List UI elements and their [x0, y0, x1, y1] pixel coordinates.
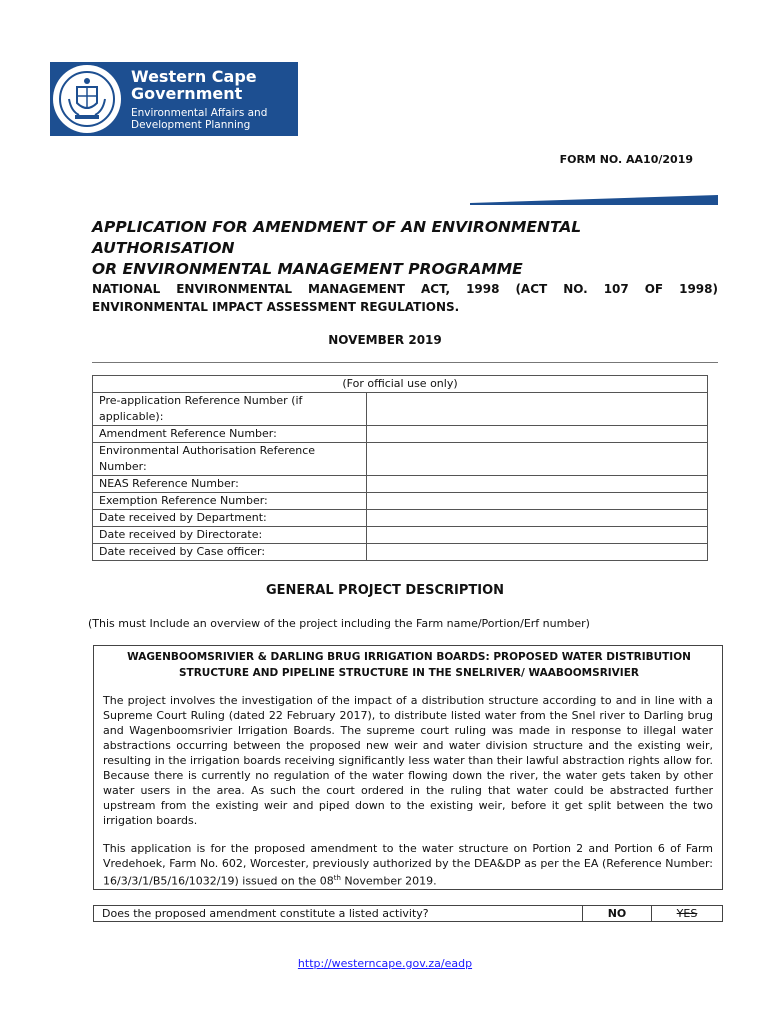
footer-link[interactable]: http://westerncape.gov.za/eadp: [297, 957, 473, 970]
act-line-2: ENVIRONMENTAL IMPACT ASSESSMENT REGULATIONS.: [92, 300, 460, 314]
row-label: NEAS Reference Number:: [93, 476, 367, 493]
project-title: WAGENBOOMSRIVIER & DARLING BRUG IRRIGATION BOARDS: PROPOSED WATER DISTRIBUTION STRUCTURE AND PIPELINE STRUCTURE IN THE SNELRIVER/ WAABOOMSRIVIER: [127, 651, 691, 679]
act-line-1: NATIONAL ENVIRONMENTAL MANAGEMENT ACT, 1998 (ACT NO. 107 OF 1998): [92, 282, 718, 296]
table-row: [93, 443, 708, 476]
row-value-field[interactable]: [367, 527, 708, 544]
official-use-header: (For official use only): [93, 376, 708, 393]
accent-bar: [470, 195, 718, 205]
row-value-field[interactable]: [367, 426, 708, 443]
table-row: [93, 544, 708, 561]
row-value-field[interactable]: [367, 510, 708, 527]
logo-line-2: Government: [131, 83, 243, 103]
coat-of-arms-icon: [53, 65, 121, 133]
table-row: [93, 493, 708, 510]
answer-no-option[interactable]: NO: [583, 906, 652, 922]
title-line-2: OR ENVIRONMENTAL MANAGEMENT PROGRAMME: [92, 260, 523, 278]
row-label: Date received by Department:: [93, 510, 367, 527]
row-value-field[interactable]: [367, 443, 708, 476]
logo-line-1: Western Cape: [131, 66, 257, 86]
answer-yes-option[interactable]: YES: [652, 906, 723, 922]
para2-text-end: November 2019.: [340, 874, 437, 888]
row-value-field[interactable]: [367, 393, 708, 426]
row-label: Exemption Reference Number:: [93, 493, 367, 510]
row-label: Date received by Directorate:: [93, 527, 367, 544]
description-paragraph-2: [103, 841, 713, 889]
project-description-box: [93, 645, 723, 890]
row-label: Amendment Reference Number:: [93, 426, 367, 443]
table-row: [93, 426, 708, 443]
logo-line-4: Development Planning: [131, 118, 251, 131]
table-row: [93, 393, 708, 426]
section-subtitle: (This must Include an overview of the project including the Farm name/Portion/Erf number): [88, 617, 590, 630]
table-row: [93, 510, 708, 527]
listed-activity-question: [93, 905, 723, 921]
form-number: FORM NO. AA10/2019: [559, 153, 693, 166]
title-line-1: APPLICATION FOR AMENDMENT OF AN ENVIRONMENTAL AUTHORISATION: [92, 218, 582, 257]
row-label: Pre-application Reference Number (if applicable):: [93, 393, 367, 426]
row-label: Environmental Authorisation Reference Number:: [93, 443, 367, 476]
document-date: NOVEMBER 2019: [328, 333, 442, 347]
official-use-table: [92, 375, 708, 561]
row-value-field[interactable]: [367, 544, 708, 561]
description-paragraph-1: The project involves the investigation of the impact of a distribution structure according to and in line with a Supreme Court Ruling (dated 22 February 2017), to distribute listed water from the Snel river to Darling brug and Wagenboomsrivier Irrigation Boards. The supreme court ruling was made in response to illegal water abstractions occurring between the proposed new weir and water division structure and the existing weir, resulting in the irrigation boards receiving significantly less water than their lawful abstraction rights allow for. Because there is currently no regulation of the water flowing down the river, the water gets taken by other water users in the area. As such the court ordered in the ruling that water could be abstracted further upstream from the existing weir and piped down to the existing weir, before it get split between the two irrigation boards.: [103, 694, 713, 827]
government-logo: [50, 62, 298, 136]
logo-line-3: Environmental Affairs and: [131, 106, 268, 119]
section-title: GENERAL PROJECT DESCRIPTION: [265, 583, 505, 598]
table-row: [93, 527, 708, 544]
row-label: Date received by Case officer:: [93, 544, 367, 561]
para2-superscript: th: [333, 874, 341, 882]
divider: [92, 362, 718, 363]
listed-activity-label: Does the proposed amendment constitute a listed activity?: [94, 906, 583, 922]
table-row: [93, 476, 708, 493]
row-value-field[interactable]: [367, 493, 708, 510]
act-heading: [92, 280, 718, 316]
row-value-field[interactable]: [367, 476, 708, 493]
para2-text: This application is for the proposed amendment to the water structure on Portion 2 and Portion 6 of Farm Vredehoek, Farm No. 602, Worcester, previously authorized by the DEA&DP as per the EA (Reference Number: 16/3/3/1/B5/16/1032/19) issued on the 08: [103, 842, 713, 888]
page-title: [92, 217, 722, 280]
